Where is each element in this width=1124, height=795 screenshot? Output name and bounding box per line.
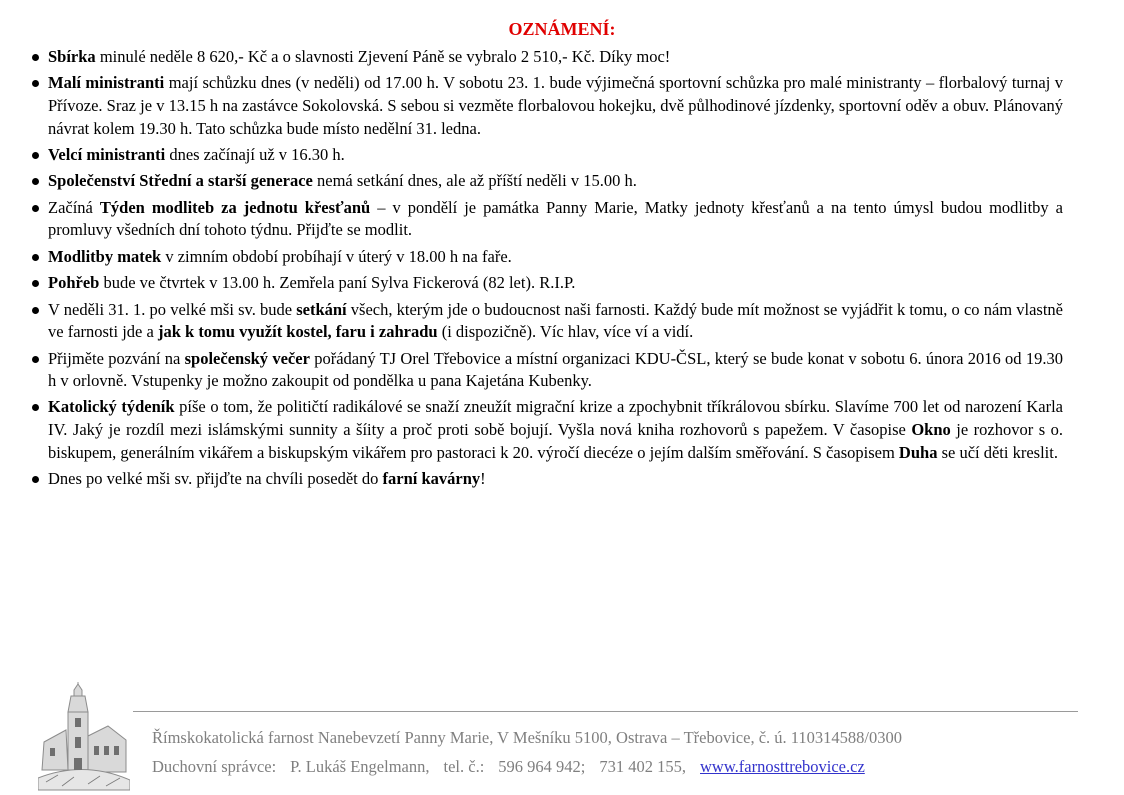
list-item: Katolický týdeník píše o tom, že političtí radikálové se snaží zneužít migrační krize a zpochybnit tříkrálovou sbírku. Slavíme 700 let od narození Karla IV. Jaký je rozdíl mezi islámskými sunnity a šíity a proč proti sobě bojují. Vyšla nová kniha rozhovorů s papežem. V časopise Okno je rozhovor s o. biskupem, generálním vikářem a biskupským vikářem pro pastoraci k 20. výročí diecéze o jejím dalším směřování. S časopisem Duha se učí děti kreslit. bbox=[48, 396, 1063, 464]
list-item: Společenství Střední a starší generace nemá setkání dnes, ale až příští neděli v 15.00 h. bbox=[48, 170, 1063, 193]
footer-contact bbox=[152, 756, 1022, 778]
list-item: V neděli 31. 1. po velké mši sv. bude setkání všech, kterým jde o budoucnost naši farnosti. Každý bude mít možnost se vyjádřit k tomu, o co nám vlastně ve farnosti jde a jak k tomu využít kostel, faru i zahradu (i dispozičně). Víc hlav, více ví a vidí. bbox=[48, 299, 1063, 344]
spravce-name: P. Lukáš Engelmann, bbox=[290, 757, 430, 776]
page-title: OZNÁMENÍ: bbox=[508, 19, 616, 39]
website-link[interactable]: www.farnosttrebovice.cz bbox=[700, 757, 865, 776]
footer-divider bbox=[133, 711, 1078, 712]
footer-parish-info: Římskokatolická farnost Nanebevzetí Panny Marie, V Mešníku 5100, Ostrava – Třebovice, č. ú. 110314588/0300 bbox=[152, 728, 902, 747]
church-logo-icon bbox=[38, 682, 130, 792]
list-item: Velcí ministranti dnes začínají už v 16.30 h. bbox=[48, 144, 1063, 167]
list-item: Malí ministranti mají schůzku dnes (v neděli) od 17.00 h. V sobotu 23. 1. bude výjimečná sportovní schůzka pro malé ministranty – florbalový turnaj v Přívoze. Sraz je v 13.15 h na zastávce Sokolovská. S sebou si vezměte florbalovou hokejku, dvě půlhodinové jízdenky, sportovní oděv a obuv. Plánovaný návrat kolem 19.30 h. Tato schůzka bude místo nedělní 31. ledna. bbox=[48, 72, 1063, 140]
list-item: Pohřeb bude ve čtvrtek v 13.00 h. Zemřela paní Sylva Fickerová (82 let). R.I.P. bbox=[48, 272, 1063, 295]
tel-2: 731 402 155, bbox=[599, 757, 686, 776]
list-item: Modlitby matek v zimním období probíhají v úterý v 18.00 h na faře. bbox=[48, 246, 1063, 269]
list-item: Začíná Týden modliteb za jednotu křesťanů – v pondělí je památka Panny Marie, Matky jednoty křesťanů a na tento úmysl budou modlitby a promluvy všedních dní tohoto týdnu. Přijďte se modlit. bbox=[48, 197, 1063, 242]
spravce-label: Duchovní správce: bbox=[152, 757, 277, 776]
announcement-list bbox=[48, 46, 1063, 494]
tel-1: 596 964 942; bbox=[498, 757, 586, 776]
list-item: Dnes po velké mši sv. přijďte na chvíli posedět do farní kavárny! bbox=[48, 468, 1063, 491]
list-item: Přijměte pozvání na společenský večer pořádaný TJ Orel Třebovice a místní organizaci KDU-ČSL, který se bude konat v sobotu 6. února 2016 od 19.30 h v orlovně. Vstupenky je možno zakoupit od pondělka u pana Kajetána Kubenky. bbox=[48, 348, 1063, 393]
list-item: Sbírka minulé neděle 8 620,- Kč a o slavnosti Zjevení Páně se vybralo 2 510,- Kč. Díky moc! bbox=[48, 46, 1063, 69]
tel-label: tel. č.: bbox=[443, 757, 485, 776]
